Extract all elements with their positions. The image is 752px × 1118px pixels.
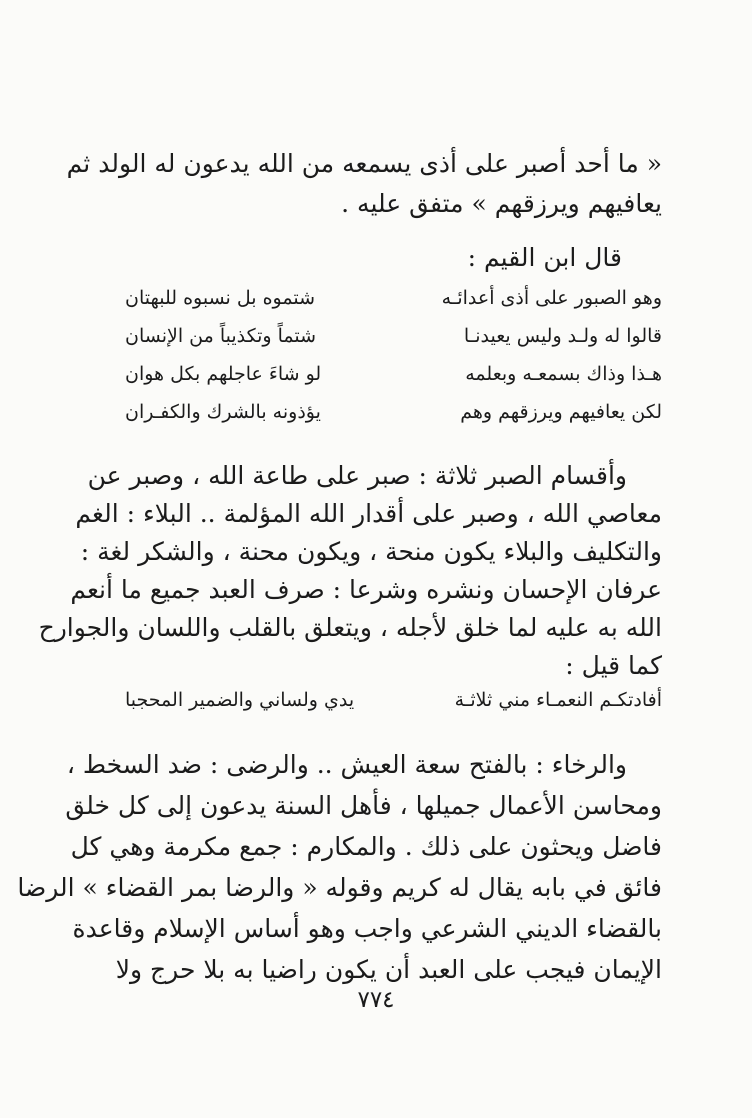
poem-hemistich-left: شتماً وتكذيباً من الإنسان	[125, 325, 317, 347]
poem-line-1	[125, 287, 662, 317]
ibn-qayyim-intro: قال ابن القيم :	[467, 243, 622, 272]
verse2-hemistich-right: أفادتكـم النعمـاء مني ثلاثـة	[454, 689, 662, 711]
verse2-hemistich-left: يدي ولساني والضمير المحجبا	[125, 689, 355, 711]
paragraph1-line-4: عرفان الإحسان ونشره وشرعا : صرف العبد جميع ما أنعم	[70, 575, 662, 604]
verse2-line	[125, 689, 662, 719]
poem-hemistich-right: وهو الصبور على أذى أعدائـه	[441, 287, 662, 309]
page-number: ٧٧٤	[357, 987, 395, 1013]
paragraph1-line-3: والتكليف والبلاء يكون منحة ، ويكون محنة ، والشكر لغة :	[80, 537, 662, 566]
poem-hemistich-left: شتموه بل نسبوه للبهتان	[125, 287, 315, 309]
poem-hemistich-right: قالوا له ولـد وليس يعيدنـا	[463, 325, 662, 347]
poem-hemistich-left: يؤذونه بالشرك والكفـران	[125, 401, 321, 423]
paragraph1-line-6: كما قيل :	[565, 651, 662, 680]
paragraph1-line-5: الله به عليه لما خلق لأجله ، ويتعلق بالقلب واللسان والجوارح	[38, 613, 662, 642]
poem-line-4	[125, 401, 662, 431]
paragraph2-line-6: الإيمان فيجب على العبد أن يكون راضيا به بلا حرج ولا	[115, 955, 662, 984]
paragraph2-line-1: والرخاء : بالفتح سعة العيش .. والرضى : ضد السخط ،	[66, 750, 627, 779]
hadith-line-2: يعافيهم ويرزقهم » متفق عليه .	[341, 189, 662, 218]
poem-hemistich-right: هـذا وذاك بسمعـه وبعلمه	[465, 363, 662, 385]
poem-hemistich-left: لو شاءَ عاجلهم بكل هوان	[125, 363, 322, 385]
hadith-line-1: « ما أحد أصبر على أذى يسمعه من الله يدعون له الولد ثم	[66, 149, 662, 178]
paragraph2-line-4: فائق في بابه يقال له كريم وقوله « والرضا بمر القضاء » الرضا	[17, 873, 662, 902]
paragraph1-line-2: معاصي الله ، وصبر على أقدار الله المؤلمة .. البلاء : الغم	[75, 499, 662, 528]
poem-line-3	[125, 363, 662, 393]
paragraph2-line-5: بالقضاء الديني الشرعي واجب وهو أساس الإسلام وقاعدة	[72, 914, 662, 943]
paragraph2-line-3: فاضل ويحثون على ذلك . والمكارم : جمع مكرمة وهي كل	[70, 832, 662, 861]
paragraph2-line-2: ومحاسن الأعمال جميلها ، فأهل السنة يدعون إلى كل خلق	[65, 791, 662, 820]
poem-line-2	[125, 325, 662, 355]
poem-hemistich-right: لكن يعافيهم ويرزقهم وهم	[460, 401, 662, 423]
paragraph1-line-1: وأقسام الصبر ثلاثة : صبر على طاعة الله ، وصبر عن	[87, 461, 627, 490]
